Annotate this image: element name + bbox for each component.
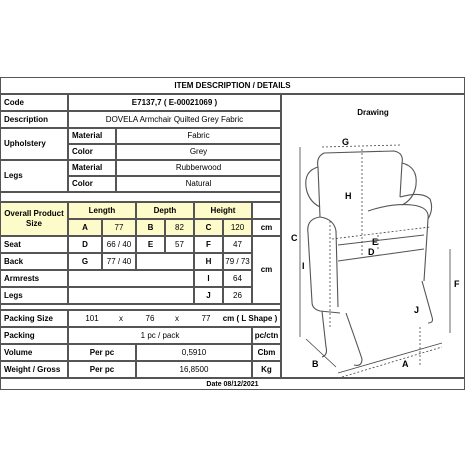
overall-size-label-line2: Size [25,219,42,228]
packing-x2: x [175,313,179,323]
upholstery-color-value: Grey [116,144,281,160]
overall-size-label-line1: Overall Product [4,209,64,218]
volume-per: Per pc [68,344,136,361]
dim-letter-c: C [194,219,223,236]
upholstery-label: Upholstery [0,128,68,160]
dims-unit: cm [252,236,281,304]
armrests-label: Armrests [0,270,68,287]
description-label: Description [0,111,68,128]
weight-unit: Kg [252,361,281,378]
legs-dim-empty [68,287,194,304]
letter-a: A [402,359,409,369]
dim-letter-i: I [194,270,223,287]
letter-f: F [454,279,460,289]
seat-label: Seat [0,236,68,253]
upholstery-material-label: Material [68,128,116,144]
dim-value-h: 79 / 73 [223,253,252,270]
legs-material-label: Material [68,160,116,176]
letter-e: E [372,237,379,247]
upholstery-material-value: Fabric [116,128,281,144]
packing-unit: pc/ctn [252,327,281,344]
height-header: Height [194,202,252,219]
sheet-title: ITEM DESCRIPTION / DETAILS [0,77,465,94]
packing-width: 76 [145,313,155,323]
height-header-spacer [252,202,281,219]
depth-header: Depth [136,202,194,219]
legs-material-value: Rubberwood [116,160,281,176]
dim-letter-h: H [194,253,223,270]
length-header: Length [68,202,136,219]
spec-sheet [0,77,465,388]
overall-size-label [0,202,68,236]
legs-dim-label: Legs [0,287,68,304]
dim-value-c: 120 [223,219,252,236]
weight-per: Per pc [68,361,136,378]
upholstery-color-label: Color [68,144,116,160]
dimension-letters [291,137,460,369]
letter-b: B [312,359,319,369]
packing-label: Packing [0,327,68,344]
packing-x1: x [119,313,123,323]
letter-d: D [368,247,375,257]
code-label: Code [0,94,68,111]
packing-size-unit: cm ( L Shape ) [222,313,278,323]
weight-value: 16,8500 [136,361,252,378]
volume-label: Volume [0,344,68,361]
dim-value-i: 64 [223,270,252,287]
weight-label: Weight / Gross [0,361,68,378]
outer-dimension-lines [300,147,450,373]
dim-value-e: 57 [165,236,194,253]
dim-letter-f: F [194,236,223,253]
code-value: E7137,7 ( E-00021069 ) [68,94,281,111]
drawing-title: Drawing [357,108,389,117]
dim-letter-g: G [68,253,102,270]
letter-j: J [414,305,420,315]
dim-value-f: 47 [223,236,252,253]
letter-g: G [342,137,350,147]
letter-h: H [345,191,352,201]
volume-unit: Cbm [252,344,281,361]
dim-letter-a: A [68,219,102,236]
packing-height: 77 [201,313,211,323]
legs-color-label: Color [68,176,116,192]
dim-value-a: 77 [102,219,136,236]
dim-value-j: 26 [223,287,252,304]
legs-color-value: Natural [116,176,281,192]
dim-letter-j: J [194,287,223,304]
packing-length: 101 [85,313,99,323]
packing-size-label: Packing Size [0,310,68,327]
back-depth-empty [136,253,194,270]
volume-value: 0,5910 [136,344,252,361]
armchair-outline [306,151,433,365]
dim-value-d: 66 / 40 [102,236,136,253]
legs-label: Legs [0,160,68,192]
back-label: Back [0,253,68,270]
overall-unit: cm [252,219,281,236]
armchair-drawing [282,127,464,377]
spacer-row [0,192,281,202]
dim-letter-b: B [136,219,165,236]
packing-value: 1 pc / pack [68,327,252,344]
description-value: DOVELA Armchair Quilted Grey Fabric [68,111,281,128]
letter-i: I [302,261,305,271]
dim-letter-e: E [136,236,165,253]
letter-c: C [291,233,298,243]
dim-value-b: 82 [165,219,194,236]
date-row: Date 08/12/2021 [0,378,465,390]
dim-letter-d: D [68,236,102,253]
dim-value-g: 77 / 40 [102,253,136,270]
armrests-empty [68,270,194,287]
